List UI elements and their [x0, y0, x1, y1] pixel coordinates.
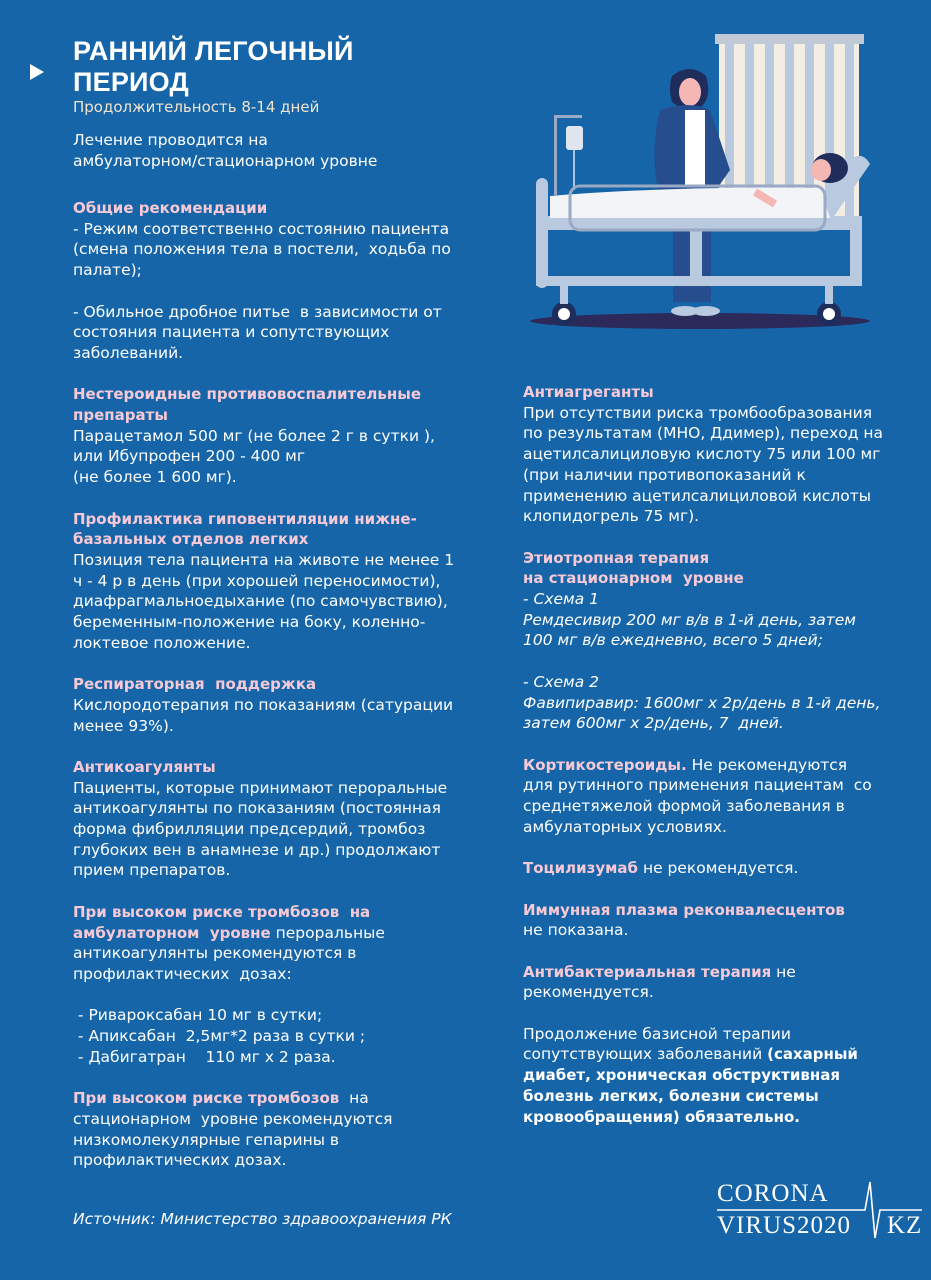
text-line: стационарном уровне рекомендуются: [73, 1109, 393, 1128]
text-line: амбулаторных условиях.: [523, 817, 727, 836]
section-respiratory-support: [73, 674, 493, 736]
intro-line: амбулаторном/стационарном уровне: [73, 152, 378, 170]
text-line: затем 600мг х 2р/день, 7 дней.: [523, 714, 784, 733]
section-heading: Иммунная плазма реконвалесцентов: [523, 900, 845, 919]
bold-text: кровообращения) обязательно.: [523, 1107, 800, 1126]
text-line: (при наличии противопоказаний к: [523, 465, 806, 484]
section-general-recommendations: [73, 198, 493, 364]
text-line: Ремдесивир 200 мг в/в в 1-й день, затем: [523, 610, 856, 629]
section-antibacterial: [523, 962, 903, 1003]
scheme-label: - Схема 1: [523, 590, 600, 609]
section-basic-therapy: [523, 1024, 903, 1128]
text-line: При отсутствии риска тромбообразования: [523, 403, 873, 422]
section-etiotropic-therapy: [523, 548, 903, 734]
section-heading: на стационарном уровне: [523, 569, 744, 588]
text-line: Кислородотерапия по показаниям (сатурации: [73, 695, 454, 714]
section-nsaid: [73, 384, 493, 488]
page-title: [73, 36, 493, 98]
section-heading: препараты: [73, 406, 168, 424]
text-line: ацетилсалициловую кислоту 75 или 100 мг: [523, 445, 881, 464]
drug-item: - Дабигатран 110 мг х 2 раза.: [73, 1047, 336, 1066]
text-line: по результатам (МНО, Ддимер), переход на: [523, 424, 884, 443]
text-line: клопидогрель 75 мг).: [523, 507, 700, 526]
text-inline: сопутствующих заболеваний: [523, 1045, 768, 1064]
text-line: локтевое положение.: [73, 633, 251, 652]
text-line: - Обильное дробное питье в зависимости от: [73, 302, 442, 321]
text-line: рекомендуется.: [523, 983, 654, 1002]
right-column: [523, 382, 903, 1148]
section-heading: Антибактериальная терапия: [523, 962, 772, 981]
logo-text-kz: KZ: [887, 1212, 923, 1239]
scheme-label: - Схема 2: [523, 672, 600, 691]
text-line: Парацетамол 500 мг (не более 2 г в сутки ),: [73, 426, 435, 445]
text-line: состояния пациента и сопутствующих: [73, 323, 390, 342]
text-line: антикоагулянты рекомендуются в: [73, 944, 357, 963]
section-heading: Нестероидные противовоспалительные: [73, 385, 421, 404]
logo-text-virus2020: VIRUS2020: [717, 1212, 852, 1239]
section-heading: Респираторная поддержка: [73, 675, 317, 694]
text-line: или Ибупрофен 200 - 400 мг: [73, 447, 305, 466]
text-inline: не: [771, 962, 796, 981]
text-line: профилактических дозах.: [73, 1151, 287, 1170]
section-hypoventilation: [73, 509, 493, 654]
text-line: ч - 4 р в день (при хорошей переносимости),: [73, 571, 441, 590]
title-line-2: ПЕРИОД: [73, 67, 189, 97]
text-line: применению ацетилсалициловой кислоты: [523, 486, 871, 505]
text-line: антикоагулянты по показаниям (постоянная: [73, 799, 441, 818]
text-line: менее 93%).: [73, 716, 174, 735]
section-stationary-thrombosis: [73, 1088, 493, 1171]
section-heading: Тоцилизумаб: [523, 859, 639, 878]
bold-text: диабет, хроническая обструктивная: [523, 1066, 840, 1085]
text-line: Фавипиравир: 1600мг х 2р/день в 1-й день,: [523, 693, 881, 712]
section-heading: Профилактика гиповентиляции нижне-: [73, 509, 417, 528]
section-heading: При высоком риске тромбозов на: [73, 902, 371, 921]
play-arrow-icon: [30, 64, 44, 80]
section-corticosteroids: [523, 755, 903, 838]
left-column: [73, 198, 493, 1192]
text-line: - Режим соответственно состоянию пациента: [73, 219, 450, 238]
section-tocilizumab: [523, 858, 903, 879]
section-anticoagulants: [73, 757, 493, 881]
text-inline: пероральные: [270, 923, 385, 942]
text-line: заболеваний.: [73, 343, 184, 362]
text-line: профилактических дозах:: [73, 964, 292, 983]
section-heading: Общие рекомендации: [73, 199, 268, 217]
title-line-1: РАННИЙ ЛЕГОЧНЫЙ: [73, 36, 354, 66]
text-inline: не рекомендуется.: [638, 859, 799, 878]
section-heading: амбулаторном уровне: [73, 923, 271, 942]
section-immune-plasma: [523, 900, 903, 941]
text-line: диафрагмальноедыхание (по самочувствию),: [73, 592, 448, 611]
text-line: среднетяжелой формой заболевания в: [523, 797, 845, 816]
drug-item: - Ривароксабан 10 мг в сутки;: [73, 1006, 323, 1025]
text-line: беременным-положение на боку, коленно-: [73, 613, 426, 632]
drug-item: - Апиксабан 2,5мг*2 раза в сутки ;: [73, 1027, 366, 1046]
section-heading: Антикоагулянты: [73, 757, 216, 776]
heartbeat-line-icon: [717, 1180, 922, 1242]
text-line: Пациенты, которые принимают пероральные: [73, 778, 448, 797]
section-heading: базальных отделов легких: [73, 530, 309, 549]
intro-line: Лечение проводится на: [73, 131, 268, 149]
source-note: Источник: Министерство здравоохранения РК: [73, 1210, 452, 1228]
text-line: палате);: [73, 261, 142, 280]
section-heading: Антиагреганты: [523, 383, 654, 401]
text-line: для рутинного применения пациентам со: [523, 776, 872, 795]
section-heading: Этиотропная терапия: [523, 548, 710, 567]
coronavirus2020-kz-logo: [717, 1180, 922, 1242]
text-line: прием препаратов.: [73, 861, 231, 880]
text-line: (смена положения тела в постели, ходьба по: [73, 240, 451, 259]
logo-text-corona: CORONA: [717, 1180, 829, 1207]
intro-text: [73, 130, 473, 172]
text-line: форма фибрилляции предсердий, тромбоз: [73, 820, 426, 839]
section-ambulatory-thrombosis: [73, 902, 493, 1068]
section-heading: При высоком риске тромбозов: [73, 1089, 340, 1108]
text-line: 100 мг в/в ежедневно, всего 5 дней;: [523, 631, 823, 650]
hospital-bed-illustration: [520, 30, 890, 340]
section-heading: Кортикостероиды.: [523, 755, 687, 774]
text-line: Позиция тела пациента на животе не менее 1: [73, 550, 455, 569]
text-line: глубоких вен в анамнезе и др.) продолжают: [73, 840, 441, 859]
text-line: Продолжение базисной терапии: [523, 1024, 791, 1043]
text-line: не показана.: [523, 921, 629, 940]
text-line: низкомолекулярные гепарины в: [73, 1130, 340, 1149]
section-antiaggregants: [523, 382, 903, 527]
text-inline: на: [339, 1089, 369, 1108]
bold-text: болезнь легких, болезни системы: [523, 1086, 819, 1105]
text-line: (не более 1 600 мг).: [73, 468, 237, 487]
bold-text: (сахарный: [767, 1045, 858, 1064]
text-inline: Не рекомендуются: [686, 755, 848, 774]
iv-drip-icon: [554, 115, 583, 195]
duration-subtitle: Продолжительность 8-14 дней: [73, 98, 320, 116]
